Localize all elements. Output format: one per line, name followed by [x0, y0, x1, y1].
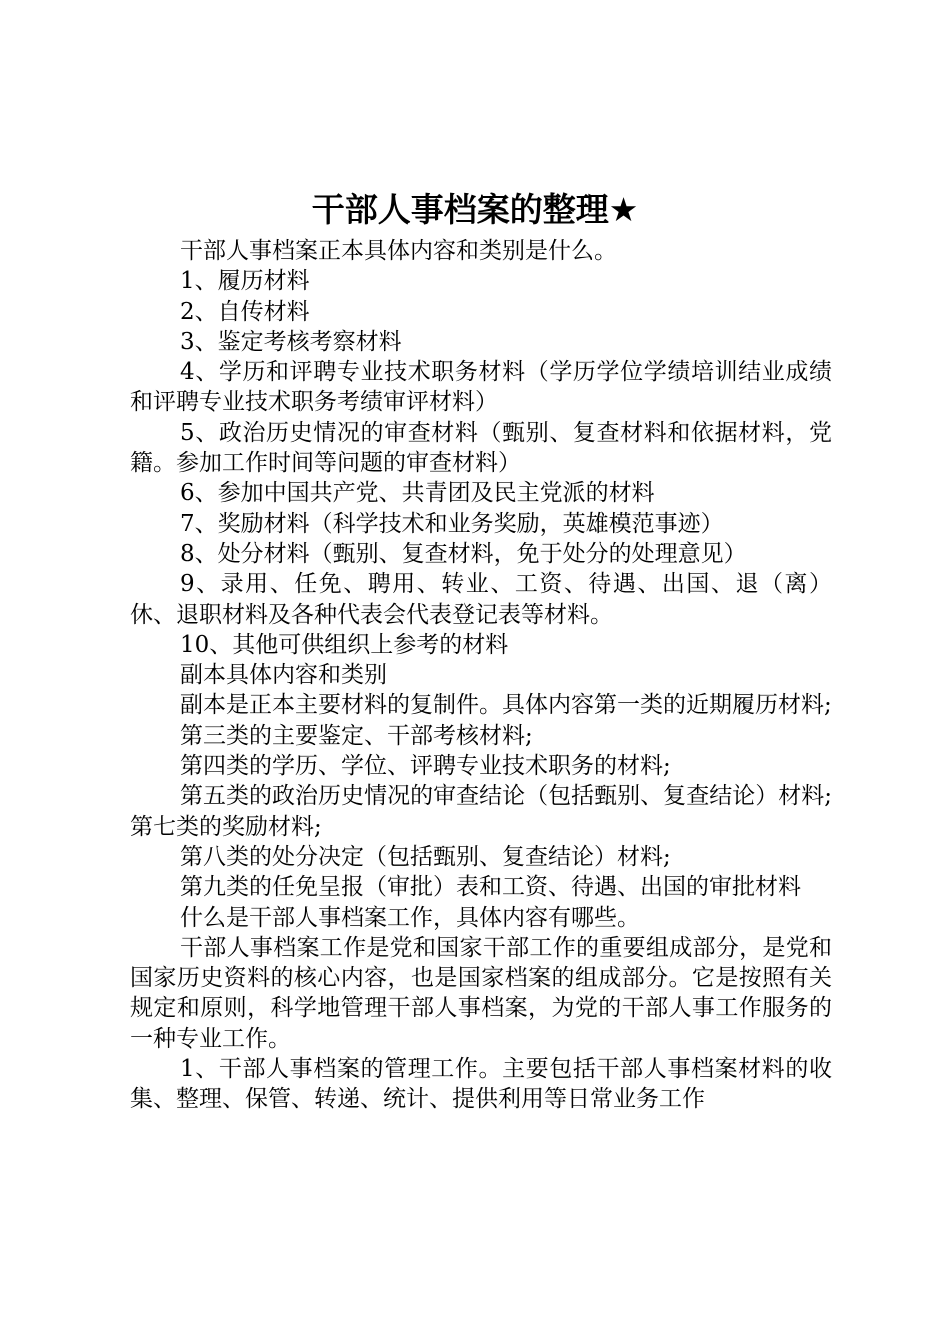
paragraph: 4、学历和评聘专业技术职务材料（学历学位学绩培训结业成绩和评聘专业技术职务考绩审评材料） [130, 359, 832, 416]
paragraph: 3、鉴定考核考察材料 [180, 328, 402, 355]
paragraph: 7、奖励材料（科学技术和业务奖励，英雄模范事迹） [180, 510, 724, 537]
paragraph: 第四类的学历、学位、评聘专业技术职务的材料; [180, 753, 671, 780]
paragraph: 6、参加中国共产党、共青团及民主党派的材料 [180, 480, 655, 507]
paragraph: 干部人事档案正本具体内容和类别是什么。 [180, 238, 617, 264]
paragraph: 1、干部人事档案的管理工作。主要包括干部人事档案材料的收集、整理、保管、转递、统计、提供利用等日常业务工作 [130, 1056, 832, 1113]
paragraph: 9、录用、任免、聘用、转业、工资、待遇、出国、退（离）休、退职材料及各种代表会代表登记表等材料。 [130, 571, 832, 628]
document-body [130, 236, 832, 1115]
paragraph: 第八类的处分决定（包括甄别、复查结论）材料; [180, 843, 671, 870]
paragraph: 副本是正本主要材料的复制件。具体内容第一类的近期履历材料; [180, 692, 832, 719]
paragraph: 8、处分材料（甄别、复查材料，免于处分的处理意见） [180, 540, 747, 567]
paragraph: 什么是干部人事档案工作，具体内容有哪些。 [180, 904, 640, 931]
paragraph: 5、政治历史情况的审查材料（甄别、复查材料和依据材料，党籍。参加工作时间等问题的审查材料） [130, 419, 832, 477]
paragraph: 干部人事档案工作是党和国家干部工作的重要组成部分，是党和国家历史资料的核心内容，也是国家档案的组成部分。它是按照有关规定和原则，科学地管理干部人事档案，为党的干部人事工作服务的一种专业工作。 [130, 934, 832, 1052]
paragraph: 第三类的主要鉴定、干部考核材料; [180, 722, 533, 749]
document-title: 干部人事档案的整理★ [311, 190, 639, 229]
paragraph: 10、其他可供组织上参考的材料 [180, 631, 509, 658]
paragraph: 第九类的任免呈报（审批）表和工资、待遇、出国的审批材料 [180, 874, 801, 901]
paragraph: 第五类的政治历史情况的审查结论（包括甄别、复查结论）材料;第七类的奖励材料; [130, 783, 832, 840]
paragraph: 2、自传材料 [180, 298, 310, 325]
paragraph: 副本具体内容和类别 [180, 662, 387, 689]
paragraph: 1、履历材料 [180, 268, 310, 295]
